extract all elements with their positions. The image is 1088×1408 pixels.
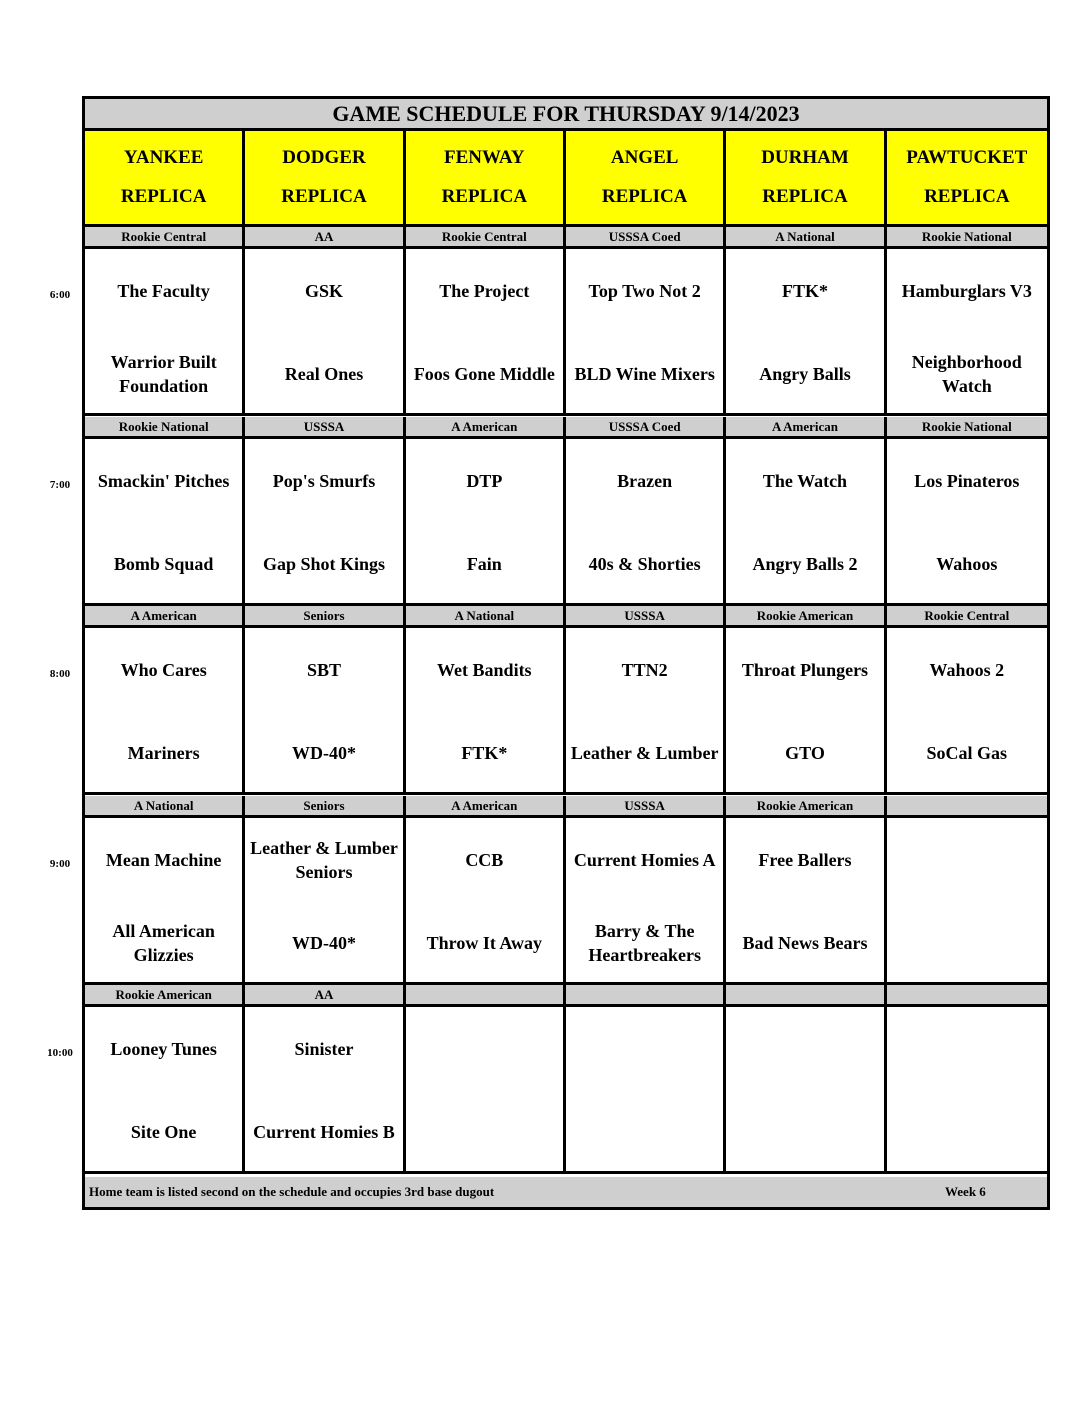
game-cell: [566, 818, 726, 985]
field-header-row: [85, 131, 1047, 227]
away-team: Sinister: [294, 1039, 354, 1059]
home-team: [726, 1104, 883, 1160]
field-header: [887, 131, 1047, 227]
division-label: Seniors: [245, 796, 405, 818]
division-label: [566, 985, 726, 1007]
field-sub: REPLICA: [120, 185, 207, 207]
home-team: 40s & Shorties: [588, 553, 701, 574]
division-label: Rookie National: [887, 227, 1047, 249]
away-team: Throat Plungers: [741, 660, 869, 680]
game-cell: [85, 1007, 245, 1174]
division-row: [85, 417, 1047, 439]
division-label: A National: [406, 606, 566, 628]
home-team: Bad News Bears: [742, 932, 868, 953]
division-label: Seniors: [245, 606, 405, 628]
field-header: [85, 131, 245, 227]
field-sub: REPLICA: [924, 185, 1010, 207]
game-cell: [887, 439, 1047, 606]
division-label: USSSA: [566, 796, 726, 818]
home-team: Warrior Built Foundation: [110, 352, 217, 396]
division-label: A American: [726, 417, 886, 439]
away-team: [566, 1021, 723, 1077]
away-team: The Watch: [762, 470, 848, 491]
time-slot: [85, 417, 1047, 606]
field-header: [245, 131, 405, 227]
home-team: Site One: [130, 1122, 197, 1142]
home-team: SoCal Gas: [926, 743, 1008, 763]
home-team: [566, 1104, 723, 1160]
field-sub: REPLICA: [441, 185, 528, 207]
game-cell: [245, 818, 405, 985]
game-cell: [245, 249, 405, 416]
field-header: [726, 131, 886, 227]
division-row: [85, 606, 1047, 628]
game-row: [85, 439, 1047, 606]
home-team: Mariners: [127, 743, 200, 763]
division-label: Rookie Central: [85, 227, 245, 249]
game-cell: [245, 1007, 405, 1174]
game-cell: [726, 249, 886, 416]
game-cell: [85, 628, 245, 795]
away-team: Pop's Smurfs: [272, 470, 376, 491]
division-label: [406, 985, 566, 1007]
game-cell: [726, 439, 886, 606]
division-label: A American: [406, 417, 566, 439]
home-team: Foos Gone Middle: [413, 364, 555, 384]
home-team: Gap Shot Kings: [262, 553, 386, 574]
division-label: A National: [85, 796, 245, 818]
field-sub: REPLICA: [762, 185, 848, 207]
game-cell: [726, 818, 886, 985]
division-label: A American: [85, 606, 245, 628]
away-team: GSK: [304, 281, 343, 301]
game-cell: [406, 628, 566, 795]
game-row: [85, 249, 1047, 416]
time-slot: [85, 796, 1047, 985]
division-label: A American: [406, 796, 566, 818]
away-team: Smackin' Pitches: [97, 470, 230, 491]
game-row: [85, 1007, 1047, 1174]
division-label: USSSA Coed: [566, 417, 726, 439]
away-team: Los Pinateros: [914, 470, 1020, 491]
home-team: GTO: [785, 743, 825, 763]
game-cell: [245, 628, 405, 795]
home-team: Angry Balls 2: [752, 553, 858, 574]
away-team: Top Two Not 2: [588, 281, 701, 301]
division-label: Rookie National: [85, 417, 245, 439]
away-team: [726, 1021, 883, 1077]
division-label: AA: [245, 985, 405, 1007]
field-name: DODGER: [282, 147, 366, 169]
week-label: Week 6: [945, 1184, 986, 1199]
game-cell: [406, 1007, 566, 1174]
game-cell: [406, 818, 566, 985]
game-cell: [726, 628, 886, 795]
away-team: The Faculty: [117, 281, 210, 301]
field-name: DURHAM: [761, 147, 849, 169]
home-team: Angry Balls: [759, 364, 851, 384]
away-team: Leather & Lumber Seniors: [250, 837, 398, 882]
schedule-footer: [85, 1177, 1047, 1207]
game-cell: [85, 439, 245, 606]
time-label: 7:00: [49, 478, 71, 491]
game-cell: [245, 439, 405, 606]
division-label: USSSA Coed: [566, 227, 726, 249]
division-row: [85, 227, 1047, 249]
away-team: Hamburglars V3: [901, 281, 1032, 301]
game-cell: [566, 439, 726, 606]
home-team: FTK*: [461, 743, 508, 763]
field-sub: REPLICA: [601, 185, 688, 207]
home-team: Barry & The Heartbreakers: [588, 920, 701, 965]
field-name: YANKEE: [123, 147, 204, 169]
game-row: [85, 628, 1047, 795]
home-team: Current Homies B: [253, 1122, 395, 1142]
division-label: AA: [245, 227, 405, 249]
away-team: Wahoos 2: [929, 660, 1005, 680]
home-team: [406, 1104, 563, 1160]
home-team: [887, 915, 1047, 971]
game-row: [85, 818, 1047, 985]
division-label: USSSA: [245, 417, 405, 439]
game-cell: [887, 1007, 1047, 1174]
away-team: The Project: [439, 281, 530, 301]
division-label: A National: [726, 227, 886, 249]
field-sub: REPLICA: [281, 185, 367, 207]
home-team: Throw It Away: [426, 932, 542, 953]
field-name: FENWAY: [444, 147, 525, 169]
division-label: [887, 796, 1047, 818]
time-label: 8:00: [49, 668, 71, 680]
division-label: Rookie American: [726, 796, 886, 818]
field-name: ANGEL: [610, 147, 679, 169]
away-team: Brazen: [617, 470, 673, 491]
home-team: Neighborhood Watch: [911, 352, 1022, 396]
division-label: Rookie Central: [887, 606, 1047, 628]
home-team: Fain: [466, 553, 502, 574]
game-cell: [887, 249, 1047, 416]
home-team: All American Glizzies: [112, 920, 215, 965]
away-team: [887, 832, 1047, 888]
time-label: 10:00: [47, 1047, 73, 1059]
field-header: [406, 131, 566, 227]
game-cell: [85, 249, 245, 416]
division-label: Rookie American: [85, 985, 245, 1007]
field-header: [566, 131, 726, 227]
away-team: Current Homies A: [573, 849, 716, 870]
away-team: Looney Tunes: [110, 1039, 217, 1059]
away-team: [887, 1021, 1047, 1077]
game-cell: [566, 628, 726, 795]
home-team-note: Home team is listed second on the schedule and occupies 3rd base dugout: [89, 1184, 495, 1199]
away-team: Free Ballers: [758, 849, 852, 870]
home-team: Bomb Squad: [113, 553, 214, 574]
time-slot: [85, 227, 1047, 416]
away-team: TTN2: [621, 660, 668, 680]
game-cell: [406, 439, 566, 606]
time-label: 6:00: [49, 289, 71, 301]
away-team: SBT: [306, 660, 341, 680]
away-team: DTP: [466, 470, 503, 491]
schedule-sheet: [82, 96, 1050, 1210]
away-team: Mean Machine: [105, 849, 222, 870]
game-cell: [566, 249, 726, 416]
game-cell: [887, 628, 1047, 795]
schedule-title: GAME SCHEDULE FOR THURSDAY 9/14/2023: [85, 99, 1047, 131]
game-cell: [887, 818, 1047, 985]
game-cell: [85, 818, 245, 985]
home-team: WD-40*: [291, 932, 356, 953]
away-team: Wet Bandits: [437, 660, 532, 680]
game-cell: [406, 249, 566, 416]
home-team: Leather & Lumber: [570, 743, 719, 763]
time-label: 9:00: [49, 857, 71, 870]
game-cell: [566, 1007, 726, 1174]
home-team: Real Ones: [284, 364, 364, 384]
division-label: [726, 985, 886, 1007]
home-team: Wahoos: [936, 553, 998, 574]
division-row: [85, 985, 1047, 1007]
division-row: [85, 796, 1047, 818]
away-team: FTK*: [781, 281, 828, 301]
division-label: Rookie National: [887, 417, 1047, 439]
game-cell: [726, 1007, 886, 1174]
home-team: [887, 1104, 1047, 1160]
division-label: USSSA: [566, 606, 726, 628]
division-label: Rookie American: [726, 606, 886, 628]
time-slot: [85, 606, 1047, 795]
division-label: Rookie Central: [406, 227, 566, 249]
away-team: CCB: [465, 849, 504, 870]
division-label: [887, 985, 1047, 1007]
away-team: [406, 1021, 563, 1077]
home-team: WD-40*: [291, 743, 356, 763]
home-team: BLD Wine Mixers: [574, 364, 715, 384]
field-name: PAWTUCKET: [906, 147, 1028, 169]
time-slot: [85, 985, 1047, 1174]
away-team: Who Cares: [120, 660, 207, 680]
